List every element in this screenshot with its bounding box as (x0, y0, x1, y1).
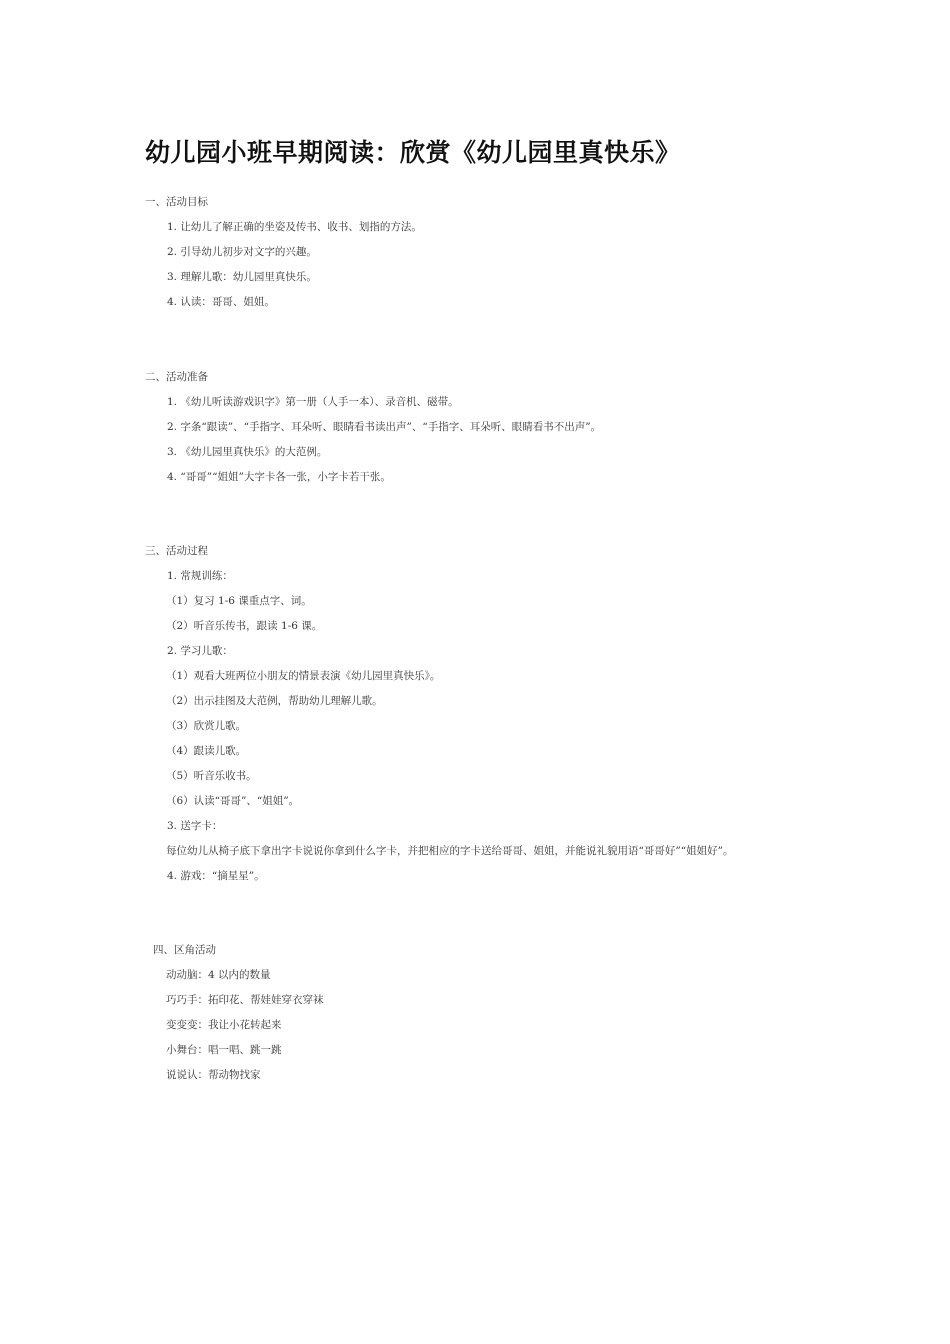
list-item: 3. 理解儿歌：幼儿园里真快乐。 (167, 271, 317, 283)
list-item: 4. “哥哥”“姐姐”大字卡各一张，小字卡若干张。 (167, 471, 391, 483)
list-item: 2. 字条“跟读”、“手指字、耳朵听、眼睛看书读出声”、“手指字、耳朵听、眼睛看书不出声”。 (167, 421, 602, 433)
list-item: 2. 引导幼儿初步对文字的兴趣。 (167, 246, 317, 258)
list-item: 每位幼儿从椅子底下拿出字卡说说你拿到什么字卡，并把相应的字卡送给哥哥、姐姐，并能说礼貌用语“哥哥好”“姐姐好”。 (166, 845, 734, 857)
list-item: （2）听音乐传书，跟读 1-6 课。 (166, 620, 323, 632)
list-item: 2. 学习儿歌： (167, 645, 233, 657)
list-item: （1）复习 1-6 课重点字、词。 (166, 595, 312, 607)
list-item: （4）跟读儿歌。 (166, 745, 247, 757)
list-item: （1）观看大班两位小朋友的情景表演《幼儿园里真快乐》。 (166, 670, 441, 682)
section-heading-process: 三、活动过程 (145, 545, 208, 557)
list-item: 说说认：帮动物找家 (166, 1069, 261, 1081)
list-item: 巧巧手：拓印花、帮娃娃穿衣穿袜 (166, 994, 324, 1006)
list-item: 1. 《幼儿听读游戏识字》第一册（人手一本）、录音机、磁带。 (167, 396, 459, 408)
list-item: 3. 送字卡： (167, 820, 223, 832)
list-item: （6）认读“哥哥”、“姐姐”。 (166, 795, 300, 807)
list-item: （5）听音乐收书。 (166, 770, 257, 782)
section-heading-goals: 一、活动目标 (145, 196, 208, 208)
list-item: （3）欣赏儿歌。 (166, 720, 247, 732)
list-item: 1. 常规训练： (167, 570, 233, 582)
list-item: 4. 游戏：“摘星星”。 (167, 870, 265, 882)
section-heading-preparation: 二、活动准备 (145, 371, 208, 383)
list-item: 变变变：我让小花转起来 (166, 1019, 282, 1031)
list-item: （2）出示挂图及大范例，帮助幼儿理解儿歌。 (166, 695, 383, 707)
section-heading-corner-activities: 四、区角活动 (153, 944, 216, 956)
document-title: 幼儿园小班早期阅读：欣赏《幼儿园里真快乐》 (145, 138, 681, 167)
list-item: 3. 《幼儿园里真快乐》的大范例。 (167, 446, 328, 458)
list-item: 1. 让幼儿了解正确的坐姿及传书、收书、划指的方法。 (167, 221, 422, 233)
list-item: 动动脑：4 以内的数量 (166, 969, 271, 981)
list-item: 4. 认读：哥哥、姐姐。 (167, 296, 275, 308)
list-item: 小舞台：唱一唱、跳一跳 (166, 1044, 282, 1056)
